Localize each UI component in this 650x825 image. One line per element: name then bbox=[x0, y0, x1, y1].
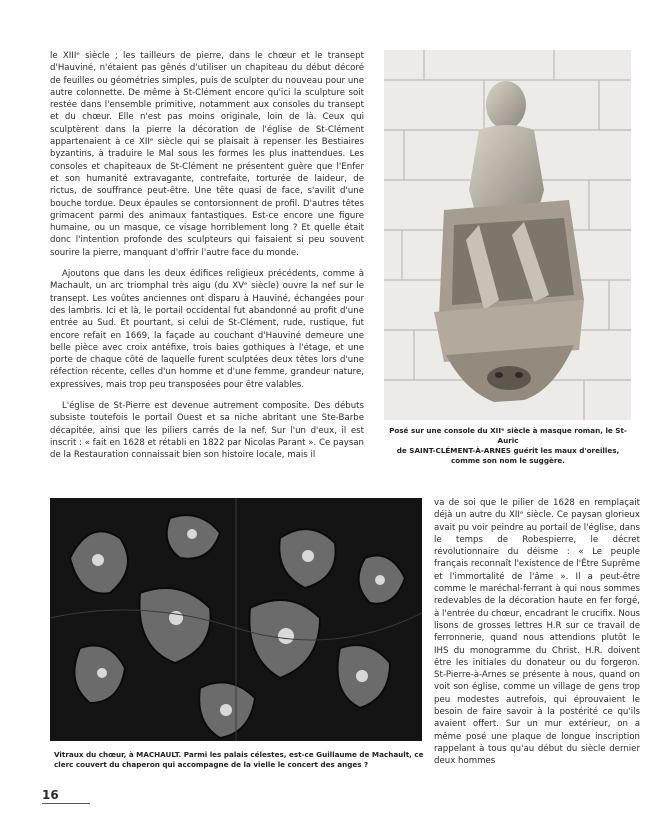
statue-photo bbox=[384, 50, 631, 420]
paragraph-2: Ajoutons que dans les deux édifices religieux précédents, comme à Machault, un arc triomphal très aigu (du XVᵉ siècle) ouvre la nef sur le transept. Les voûtes anciennes ont disparu à Hauviné, échangées pour des lambris. Ici et là, le portail occidental fut abandonné au profit d'une entrée au Sud. Et pourtant, si celui de St-Clément, rude, rustique, fut encore refait en 1669, la façade au couchant d'Hauviné demeure une belle pièce avec croix antéfixe, trois baies gothiques à l'étage, et une porte de chaque côté de laquelle furent sculptées deux têtes lors d'une réfection récente, celles d'un homme et d'une femme, grandeur nature, expressives, mais trop peu transposées pour être valables. bbox=[50, 269, 364, 390]
statue-caption-line-1: Posé sur une console du XIIᵉ siècle à masque roman, le St-Auric bbox=[389, 426, 627, 445]
paragraph-3: L'église de St-Pierre est devenue autrement composite. Des débuts subsiste toutefois le portail Ouest et sa niche abritant une Ste-Barbe décapitée, ainsi que les piliers carrés de la nef. Sur l'un d'eux, il est inscrit : « fait en 1628 et rétabli en 1822 par Nicolas Parant ». Ce paysan de la Restauration connaissait bien son histoire locale, mais il bbox=[50, 401, 365, 461]
page-number-rule bbox=[42, 803, 90, 804]
left-column bbox=[50, 50, 364, 471]
paragraph-4: va de soi que le pilier de 1628 en remplaçait déjà un autre du XIIᵉ siècle. Ce paysan glorieux avait pu voir peindre au portail de l'église, dans le temps de Robespierre, le décret révolutionnaire du déisme : « Le peuple français reconnaît l'existence de l'Être Suprême et l'immortalité de l'âme ». Il a peut-être comme le maréchal-ferrant à qui nous sommes redevables de la décoration haute en fer forgé, à l'entrée du chœur, encadrant le crucifix. Nous lisons de grosses lettres H.R sur ce travail de ferronnerie, quand nous attendions plutôt le IHS du monogramme du Christ. H.R. doivent être les initiales du donateur ou du forgeron. St-Pierre-à-Arnes se présente à nous, quand on voit son église, comme un village de gens trop peu modestes autrefois, qui éprouvaient le besoin de faire savoir à la postérité ce qu'ils avaient offert. Sur un mur extérieur, on a même posé une plaque de longue inscription rappelant à tous qu'au début du siècle dernier deux hommes bbox=[434, 498, 640, 767]
paragraph-1: le XIIIᵉ siècle ; les tailleurs de pierre, dans le chœur et le transept d'Hauviné, n'étaient pas gênés d'utiliser un chapiteau du début décoré de feuilles ou géométries simples, puis de sculpter du nouveau pour une autre colonnette. De même à St-Clément encore qu'ici la sculpture soit restée dans l'ensemble primitive, notamment aux consoles du transept et du chœur. Elle n'est pas moins originale, loin de là. Ceux qui sculptèrent dans la pierre la décoration de l'église de St-Clément appartenaient à ce XIIᵉ siècle qui se plaisait à repenser les Bestiaires byzantins, à traduire le Mal sous les formes les plus inattendues. Les consoles et chapiteaux de St-Clément ne présentent guère que l'Enfer et son humanité extravagante, contrefaite, torturée de laideur, de rictus, de souffrance peut-être. Une tête quasi de face, s'avilit d'une bouche tordue. Deux épaules se contorsionnent de profil. D'autres têtes grimacent parmi des animaux fantastiques. Est-ce encore une figure humaine, ou un masque, ce visage horriblement long ? Et quelle était donc l'intention profonde des sculpteurs qui faisaient si peu souvent sourire la pierre, manquant d'offrir l'autre face du monde. bbox=[50, 51, 364, 258]
page-number: 16 bbox=[42, 788, 59, 802]
statue-caption bbox=[382, 426, 634, 466]
right-column bbox=[434, 497, 640, 777]
stained-glass-photo bbox=[50, 498, 422, 741]
stained-glass-caption: Vitraux du chœur, à MACHAULT. Parmi les palais célestes, est-ce Guillaume de Machault, ce clerc couvert du chaperon qui accompagne de la vielle le concert des anges ? bbox=[54, 750, 424, 769]
statue-caption-line-2: de SAINT-CLÉMENT-À-ARNES guérit les maux d'oreilles, bbox=[396, 446, 620, 455]
statue-caption-line-3: comme son nom le suggère. bbox=[451, 456, 565, 465]
